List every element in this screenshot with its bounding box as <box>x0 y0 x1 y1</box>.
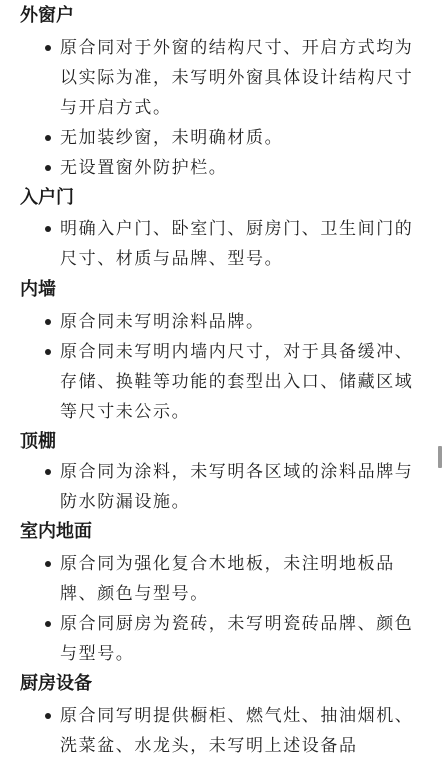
section-heading-exterior-windows: 外窗户 <box>20 5 74 26</box>
list-item-text: 无加装纱窗，未明确材质。 <box>60 128 284 148</box>
list-item <box>60 701 430 761</box>
list-item <box>60 33 430 123</box>
bullet-icon <box>45 713 51 719</box>
section-heading-interior-walls: 内墙 <box>20 279 56 300</box>
list-item <box>60 123 430 153</box>
list-item <box>60 609 430 669</box>
section-heading-ceiling: 顶棚 <box>20 431 56 452</box>
list-item-text: 原合同未写明内墙内尺寸，对于具备缓冲、存储、换鞋等功能的套型出入口、储藏区域等尺寸未公示。 <box>60 342 414 422</box>
list-item-text: 无设置窗外防护栏。 <box>60 158 228 178</box>
section-heading-indoor-floor: 室内地面 <box>20 521 92 542</box>
bullet-icon <box>45 621 51 627</box>
list-item-text: 原合同为涂料，未写明各区域的涂料品牌与防水防漏设施。 <box>60 462 414 512</box>
bullet-icon <box>45 165 51 171</box>
section-heading-kitchen-equipment: 厨房设备 <box>20 673 92 694</box>
list-item-text: 原合同对于外窗的结构尺寸、开启方式均为以实际为准，未写明外窗具体设计结构尺寸与开启方式。 <box>60 38 414 118</box>
list-item <box>60 549 430 609</box>
list-item <box>60 337 430 427</box>
list-item <box>60 153 430 183</box>
list-item-text: 原合同未写明涂料品牌。 <box>60 312 265 332</box>
bullet-icon <box>45 226 51 232</box>
scrollbar-thumb[interactable] <box>438 446 442 468</box>
list-item <box>60 457 430 517</box>
list-item <box>60 214 430 274</box>
bullet-icon <box>45 469 51 475</box>
list-item-text: 明确入户门、卧室门、厨房门、卫生间门的尺寸、材质与品牌、型号。 <box>60 219 414 269</box>
bullet-icon <box>45 45 51 51</box>
section-heading-entry-door: 入户门 <box>20 187 74 208</box>
list-item-text: 原合同为强化复合木地板，未注明地板品牌、颜色与型号。 <box>60 554 395 604</box>
bullet-icon <box>45 319 51 325</box>
list-item-text: 原合同厨房为瓷砖，未写明瓷砖品牌、颜色与型号。 <box>60 614 414 664</box>
list-item-text: 原合同写明提供橱柜、燃气灶、抽油烟机、洗菜盆、水龙头，未写明上述设备品 <box>60 706 414 756</box>
list-item <box>60 307 430 337</box>
bullet-icon <box>45 135 51 141</box>
bullet-icon <box>45 349 51 355</box>
bullet-icon <box>45 561 51 567</box>
